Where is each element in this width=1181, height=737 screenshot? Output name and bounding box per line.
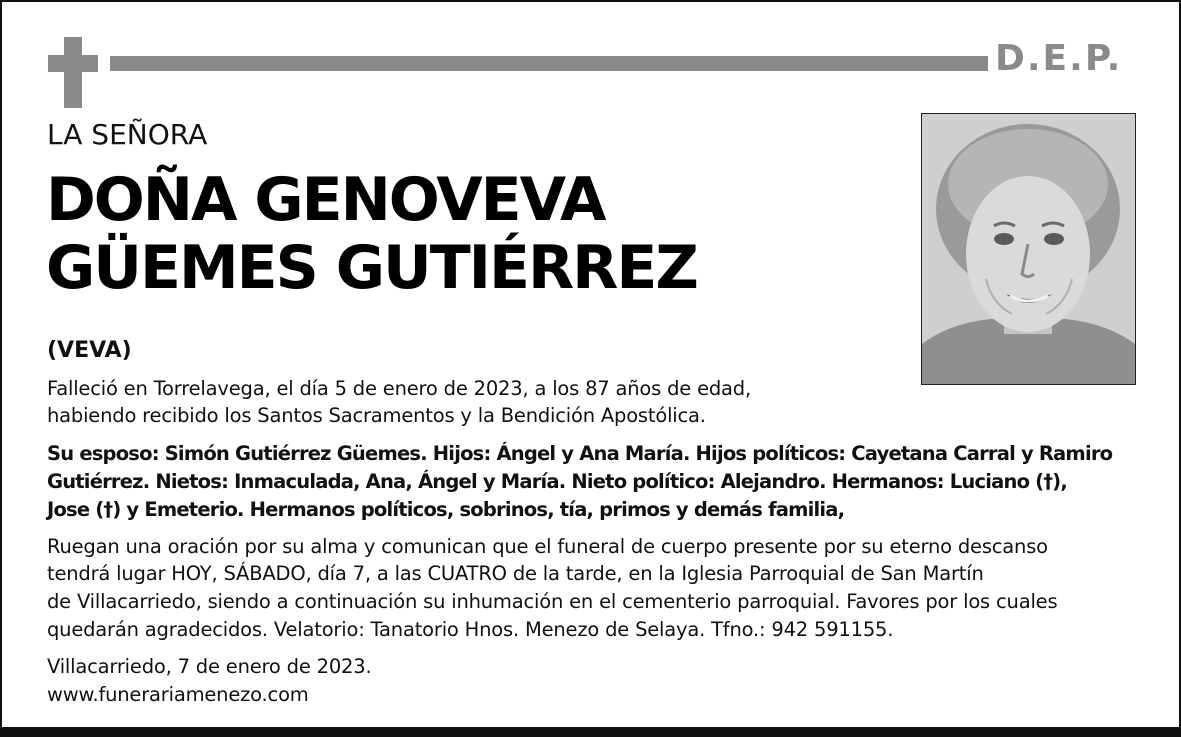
family-line-1: Su esposo: Simón Gutiérrez Güemes. Hijos: Ángel y Ana María. Hijos políticos: Cayetana Carral y Ramiro <box>47 442 1113 465</box>
family-line-2: Gutiérrez. Nietos: Inmaculada, Ana, Ángel y María. Nieto político: Alejandro. Hermanos: Luciano (†), <box>47 470 1067 493</box>
deceased-name <box>46 166 697 302</box>
death-notice-line-2: habiendo recibido los Santos Sacramentos y la Bendición Apostólica. <box>47 404 706 427</box>
death-notice-line-1: Falleció en Torrelavega, el día 5 de enero de 2023, a los 87 años de edad, <box>47 377 751 400</box>
dep-heading: D.E.P. <box>995 38 1123 79</box>
funeral-line-4: quedarán agradecidos. Velatorio: Tanatorio Hnos. Menezo de Selaya. Tfno.: 942 591155. <box>47 618 894 641</box>
cross-vertical-bar <box>64 37 82 108</box>
intro-label: LA SEÑORA <box>47 118 208 151</box>
funeral-line-2: tendrá lugar HOY, SÁBADO, día 7, a las CUATRO de la tarde, en la Iglesia Parroquial de San Martín <box>47 562 984 585</box>
place-date: Villacarriedo, 7 de enero de 2023. <box>47 655 372 678</box>
header-rule <box>110 56 988 71</box>
family-list <box>47 440 1112 524</box>
family-line-3: Jose (†) y Emeterio. Hermanos políticos, sobrinos, tía, primos y demás familia, <box>47 498 845 521</box>
funeral-line-3: de Villacarriedo, siendo a continuación su inhumación en el cementerio parroquial. Favores por los cuales <box>47 590 1058 613</box>
website-link[interactable]: www.funerariamenezo.com <box>47 683 309 706</box>
portrait-illustration <box>922 114 1135 384</box>
portrait-photo <box>921 113 1136 385</box>
funeral-line-1: Ruegan una oración por su alma y comunican que el funeral de cuerpo presente por su eterno descanso <box>47 535 1048 558</box>
nickname: (VEVA) <box>47 338 132 363</box>
name-line-2: GÜEMES GUTIÉRREZ <box>46 233 697 303</box>
cross-horizontal-bar <box>48 55 98 72</box>
name-line-1: DOÑA GENOVEVA <box>46 165 605 235</box>
